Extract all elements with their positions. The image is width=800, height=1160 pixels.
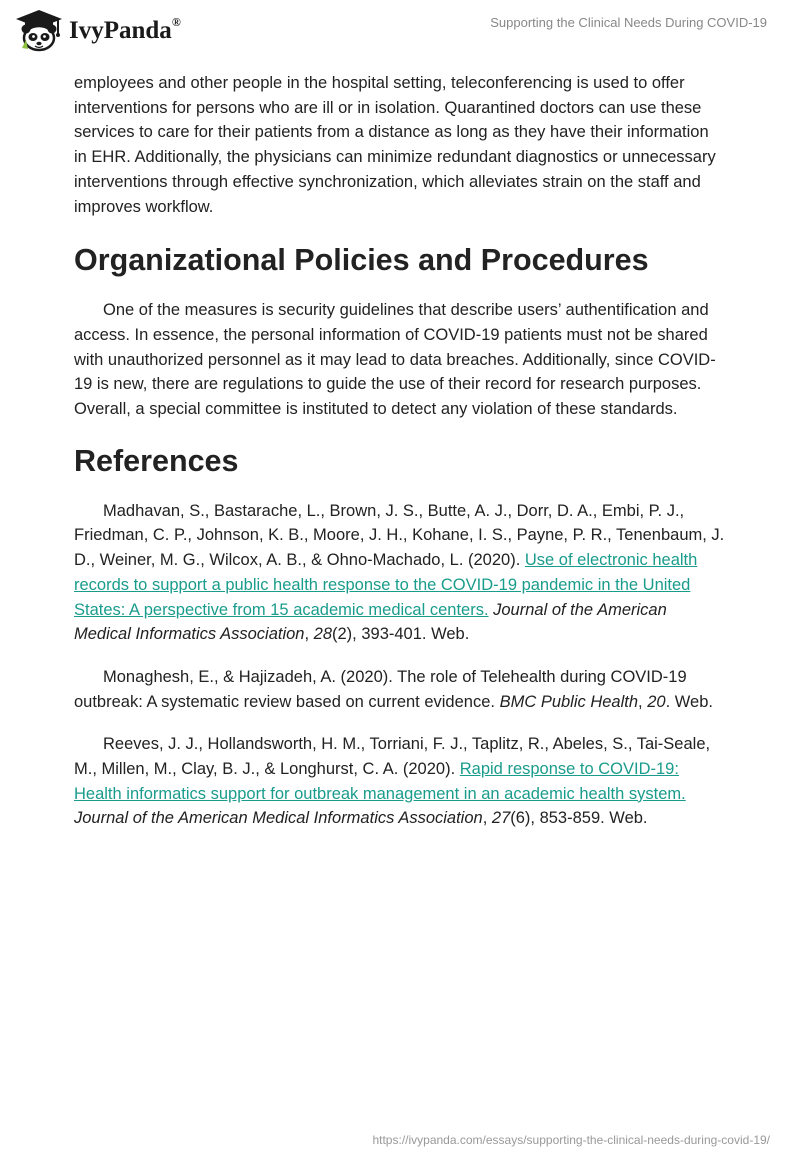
reference-item-reeves: Reeves, J. J., Hollandsworth, H. M., Torriani, F. J., Taplitz, R., Abeles, S., Tai-Seale, M., Millen, M., Clay, B. J., & Longhurst, C. A. (2020). Rapid response to COVID-19: Health informatics support for outbreak management in an academic health system. Journal of the American Medical Informatics Association, 27(6), 853-859. Web. [74, 735, 711, 828]
page-header [0, 0, 800, 70]
organizational-policies-paragraph: One of the measures is security guidelines that describe users’ authentification and access. In essence, the personal information of COVID-19 patients must not be shared with unauthorized personnel as it may lead to data breaches. Additionally, since COVID-19 is new, there are regulations to guide the use of their record for research purposes. Overall, a special committee is instituted to detect any violation of these standards. [74, 301, 716, 419]
reference-link-madhavan[interactable]: Use of electronic health records to support a public health response to the COVID-19 pandemic in the United States: A perspective from 15 academic medical centers. [74, 551, 698, 619]
panda-mortarboard-icon [14, 8, 64, 52]
reference-link-reeves[interactable]: Rapid response to COVID-19: Health informatics support for outbreak management in an academic health system. [74, 760, 686, 803]
section-heading-organizational-policies: Organizational Policies and Procedures [74, 243, 649, 278]
references-heading: References [74, 443, 239, 478]
reference-item-monaghesh: Monaghesh, E., & Hajizadeh, A. (2020). The role of Telehealth during COVID-19 outbreak: A systematic review based on current evidence. BMC Public Health, 20. Web. [74, 667, 713, 711]
document-body [74, 71, 726, 849]
running-title: Supporting the Clinical Needs During COVID-19 [490, 15, 767, 30]
brand-name: IvyPanda® [69, 15, 181, 44]
intro-paragraph: employees and other people in the hospital setting, teleconferencing is used to offer interventions for persons who are ill or in isolation. Quarantined doctors can use these services to care for their patients from a distance as long as they have their information in EHR. Additionally, the physicians can minimize redundant diagnostics or unnecessary interventions through effective synchronization, which alleviates strain on the staff and improves workflow. [74, 74, 716, 216]
ivypanda-logo[interactable] [14, 8, 181, 52]
reference-item-madhavan: Madhavan, S., Bastarache, L., Brown, J. S., Butte, A. J., Dorr, D. A., Embi, P. J., Friedman, C. P., Johnson, K. B., Moore, J. H., Kohane, I. S., Payne, P. R., Tenenbaum, J. D., Weiner, M. G., Wilcox, A. B., & Ohno-Machado, L. (2020). Use of electronic health records to support a public health response to the COVID-19 pandemic in the United States: A perspective from 15 academic medical centers. Journal of the American Medical Informatics Association, 28(2), 393-401. Web. [74, 501, 725, 644]
footer-source-url: https://ivypanda.com/essays/supporting-the-clinical-needs-during-covid-19/ [372, 1133, 770, 1147]
